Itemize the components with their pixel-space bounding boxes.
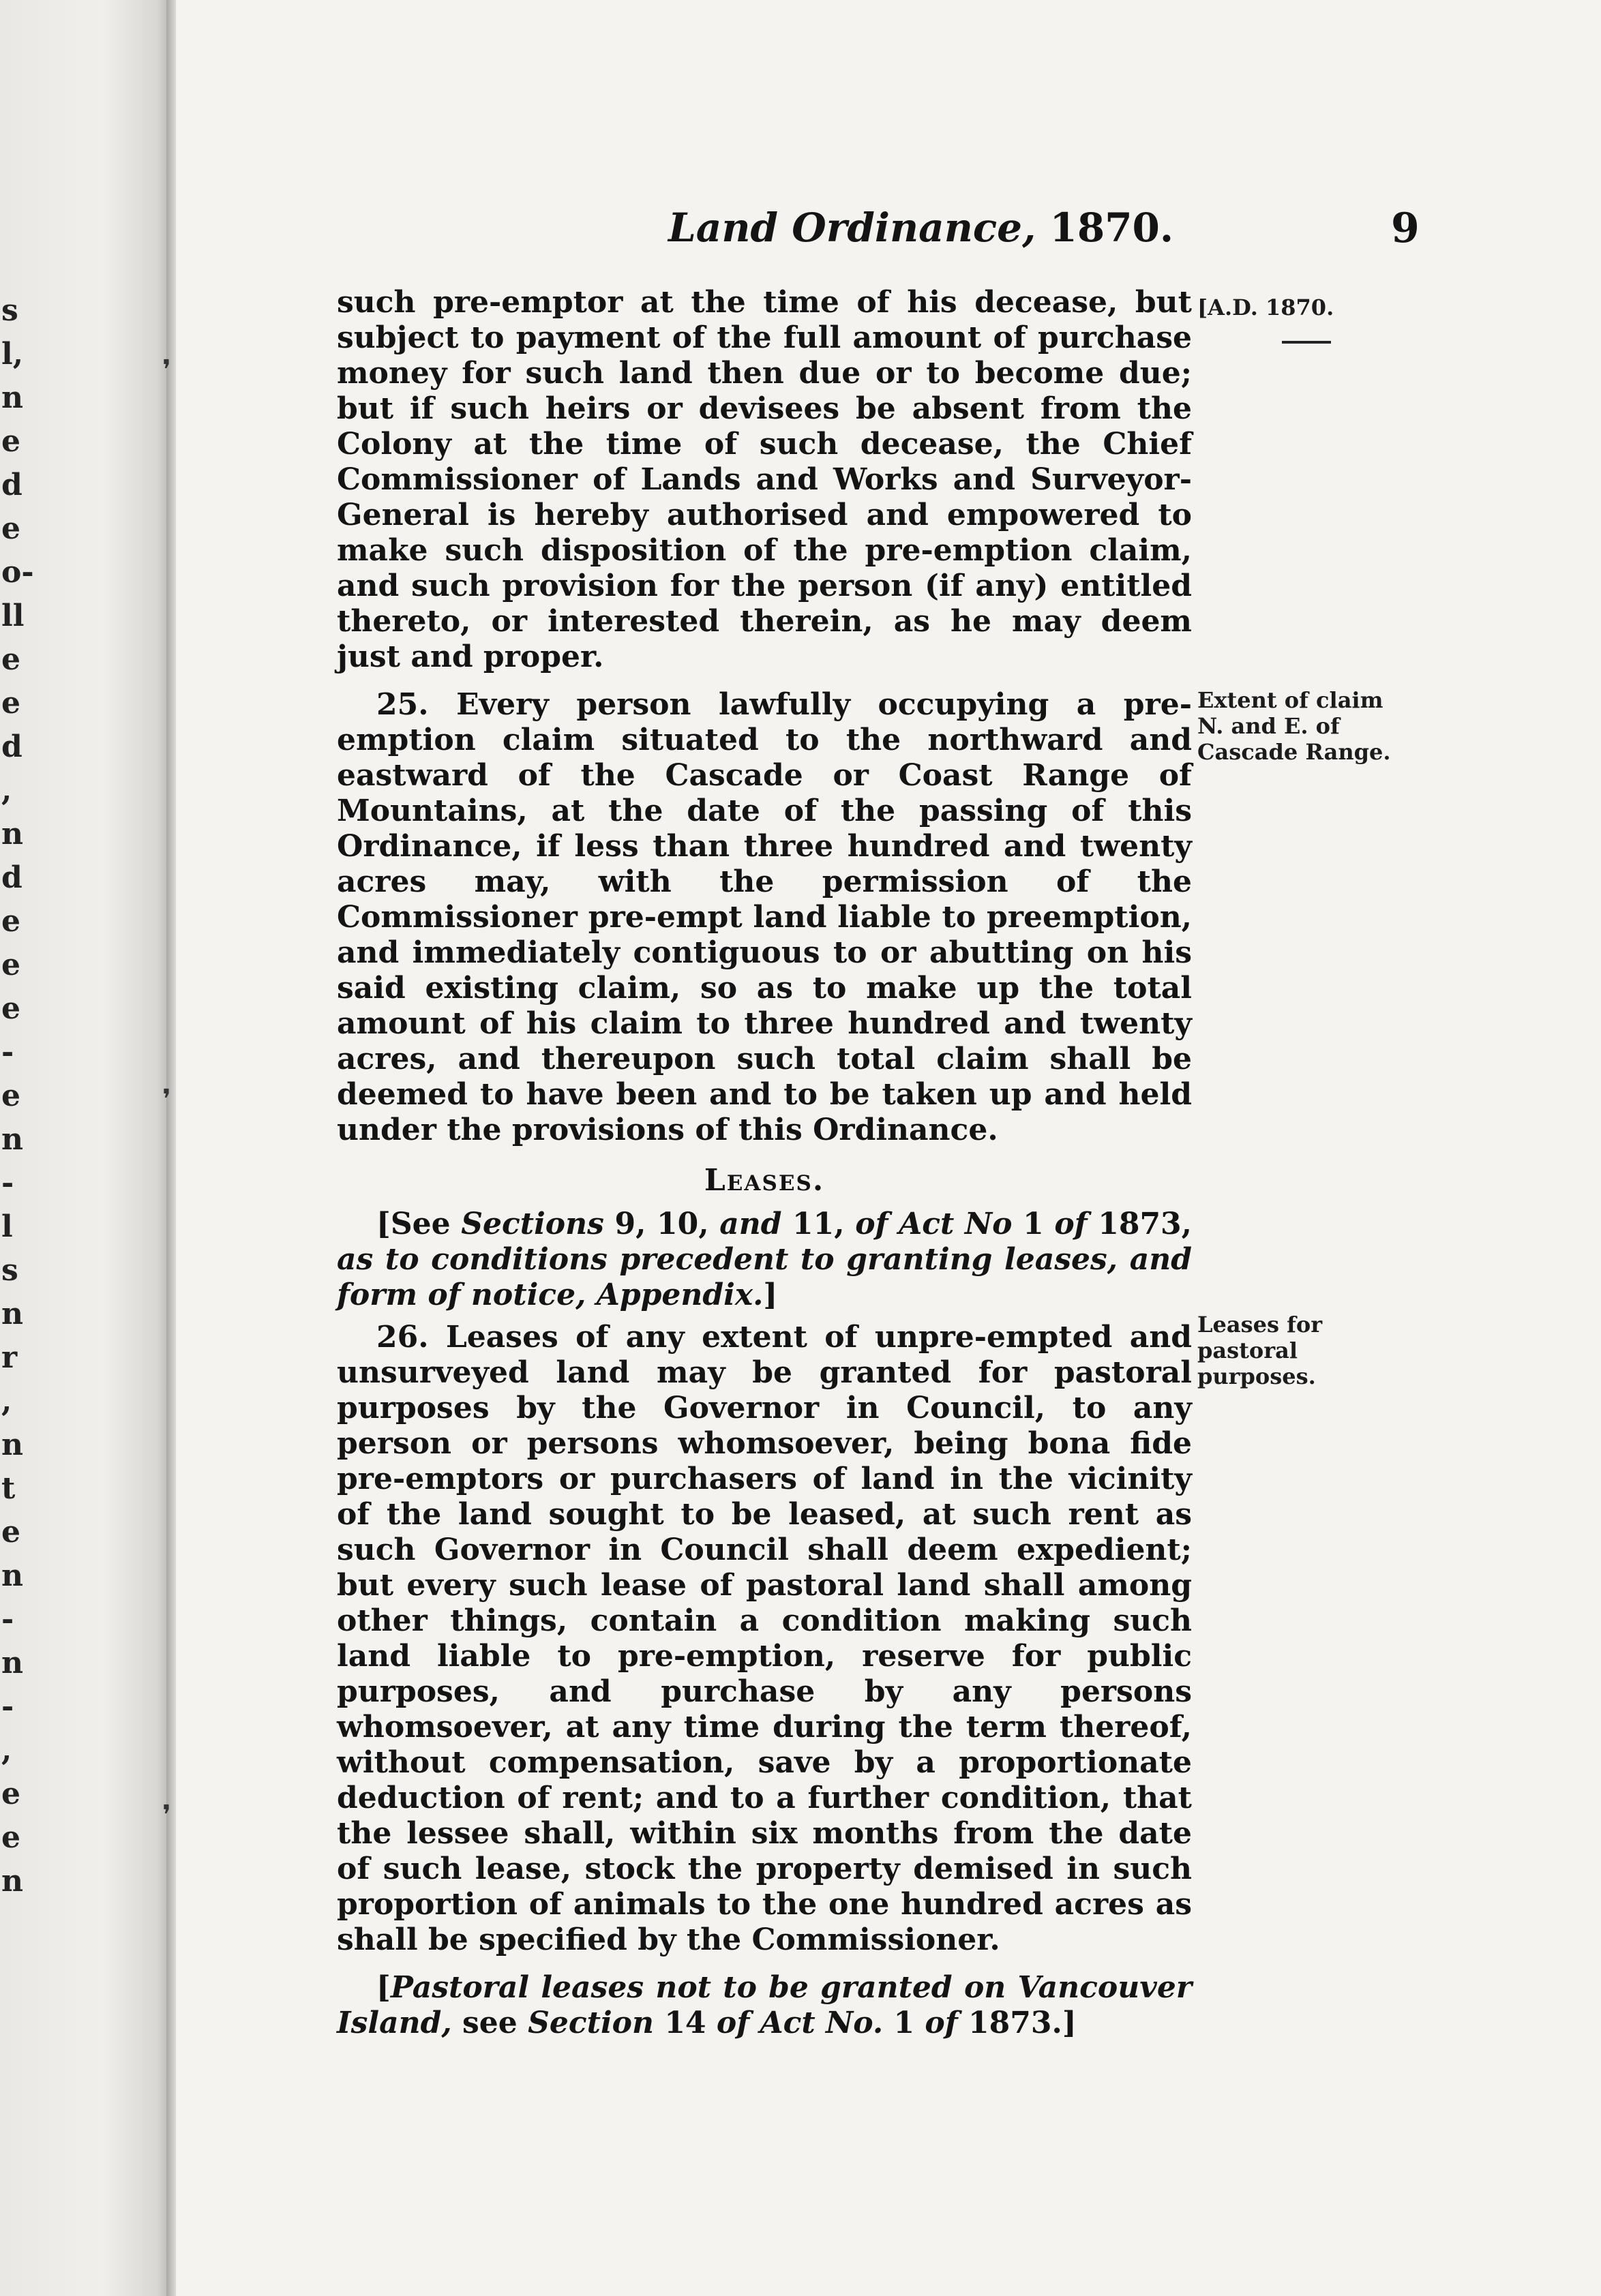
previous-page-letter: - xyxy=(1,1689,14,1724)
previous-page-letter: e xyxy=(1,991,20,1026)
previous-page-letter: e xyxy=(1,424,20,459)
previous-page-letter: - xyxy=(1,1035,14,1070)
margin-note-extent-of-claim: Extent of claim N. and E. of Cascade Range. xyxy=(1197,687,1391,765)
previous-page-letter: s xyxy=(1,293,18,328)
previous-page-letter: e xyxy=(1,686,20,721)
margin-note-pastoral-leases: Leases for pastoral purposes. xyxy=(1197,1312,1323,1389)
editorial-note-2: [Pastoral leases not to be granted on Vancouver Island, see Section 14 of Act No. 1 of 1873.] xyxy=(337,1970,1192,2040)
previous-page-letter: e xyxy=(1,948,20,982)
previous-page-letter: d xyxy=(1,860,23,895)
previous-page-letter: e xyxy=(1,1078,20,1113)
section-26: 26. Leases of any extent of unpre-empted and unsurveyed land may be granted for pastoral purposes by the Governor in Council, to any person or persons whomsoever, being bona fide pre-emptors or purchasers of land in the vicinity of the land sought to be leased, at such rent as such Governor in Council shall deem expedient; but every such lease of pastoral land shall among other things, contain a condition making such land liable to pre-emption, reserve for public purposes, and purchase by any persons whomsoever, at any time during the term thereof, without compensation, save by a proportionate deduction of rent; and to a further condition, that the lessee shall, within six months from the date of such lease, stock the property demised in such proportion of animals to the one hundred acres as shall be specified by the Commissioner. xyxy=(337,1320,1192,1957)
previous-page-letter: n xyxy=(1,380,23,415)
binding-stitch: ❜ xyxy=(162,354,171,386)
previous-page-edge xyxy=(0,0,170,2296)
previous-page-letter: - xyxy=(1,1166,14,1200)
previous-page-letter: l, xyxy=(1,337,24,372)
previous-page-letter: s xyxy=(1,1253,18,1288)
header-year: 1870. xyxy=(1049,205,1174,251)
previous-page-letter: e xyxy=(1,1820,20,1855)
previous-page-letter: e xyxy=(1,1777,20,1811)
running-header xyxy=(668,205,1418,251)
previous-page-letter: n xyxy=(1,1558,23,1593)
previous-page-letter: e xyxy=(1,511,20,546)
margin-note-date: [A.D. 1870. xyxy=(1197,294,1334,320)
heading-leases: Leases. xyxy=(704,1163,825,1198)
previous-page-letter: n xyxy=(1,1428,23,1462)
previous-page-letter: o- xyxy=(1,555,34,590)
previous-page-letter: e xyxy=(1,904,20,939)
previous-page-letter: , xyxy=(1,773,12,808)
section-25: 25. Every person lawfully occupying a pre-emption claim situated to the northward and eastward of the Cascade or Coast Range of Mountains, at the date of the passing of this Ordinance, if less than three hundred and twenty acres may, with the permission of the Commissioner pre-empt land liable to preemption, and immediately contiguous to or abutting on his said existing claim, so as to make up the total amount of his claim to three hundred and twenty acres, and thereupon such total claim shall be deemed to have been and to be taken up and held under the provisions of this Ordinance. xyxy=(337,687,1192,1147)
previous-page-letter: n xyxy=(1,1864,23,1899)
previous-page-letter: n xyxy=(1,1122,23,1157)
body-text xyxy=(337,285,1192,2041)
page-number: 9 xyxy=(1391,205,1420,252)
previous-page-letter: r xyxy=(1,1340,18,1375)
paragraph-continuation: such pre-emptor at the time of his decease, but subject to payment of the full amount of purchase money for such land then due or to become due; but if such heirs or devisees be absent from the Colony at the time of such decease, the Chief Commissioner of Lands and Works and Surveyor-General is hereby authorised and empowered to make such disposition of the pre-emption claim, and such provision for the person (if any) entitled thereto, or interested therein, as he may deem just and proper. xyxy=(337,285,1192,674)
previous-page-letter: l xyxy=(1,1209,13,1244)
previous-page-letter: d xyxy=(1,468,23,502)
previous-page-letter: e xyxy=(1,1515,20,1550)
binding-stitch: ❜ xyxy=(162,1084,171,1115)
previous-page-letters xyxy=(0,0,34,2296)
margin-rule xyxy=(1282,341,1331,344)
previous-page-letter: d xyxy=(1,729,23,764)
previous-page-letter: n xyxy=(1,1646,23,1680)
binding-fold xyxy=(166,0,176,2296)
previous-page-letter: e xyxy=(1,642,20,677)
previous-page-letter: ll xyxy=(1,599,25,633)
previous-page-letter: , xyxy=(1,1384,12,1419)
editorial-note-1: [See Sections 9, 10, and 11, of Act No 1 of 1873, as to conditions precedent to granting leases, and form of notice, Appendix.] xyxy=(337,1207,1192,1312)
previous-page-letter: , xyxy=(1,1733,12,1768)
previous-page-letter: n xyxy=(1,1297,23,1331)
previous-page-letter: t xyxy=(1,1471,16,1506)
previous-page-letter: n xyxy=(1,817,23,851)
binding-stitch: ❜ xyxy=(162,1800,171,1831)
header-title: Land Ordinance, xyxy=(668,205,1036,251)
previous-page-letter: - xyxy=(1,1602,14,1637)
